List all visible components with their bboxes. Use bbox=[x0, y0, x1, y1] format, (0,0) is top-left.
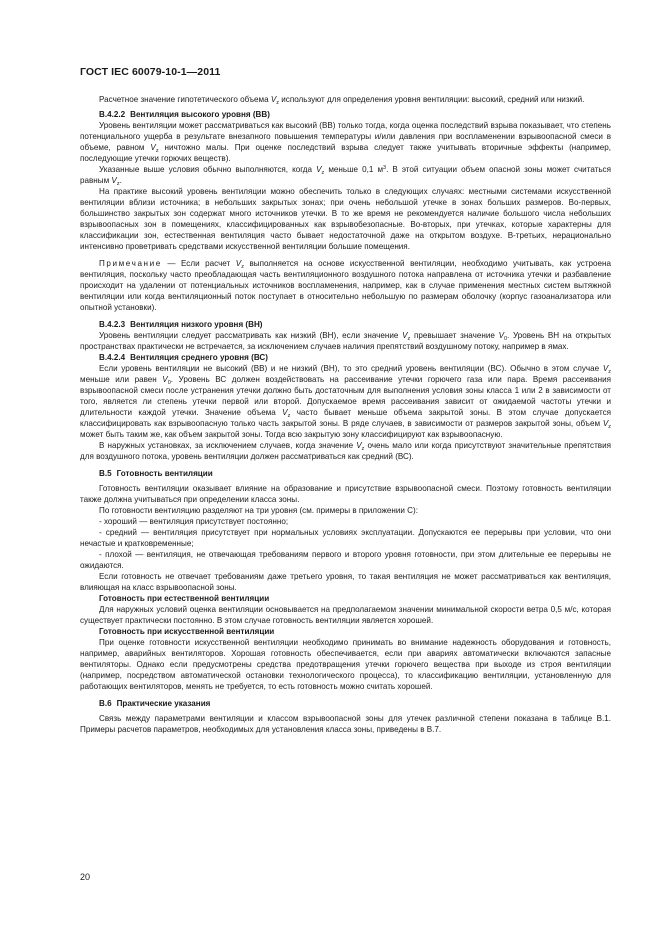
section-heading-b423: В.4.2.3 Вентиляция низкого уровня (ВН) bbox=[99, 320, 263, 329]
section-heading-b424: В.4.2.4 Вентиляция среднего уровня (ВС) bbox=[99, 353, 268, 362]
list-item-poor: - плохой — вентиляция, не отвечающая требованиям первого и второго уровня готовности, при этом длительные ее перерывы не ожидаются. bbox=[80, 550, 611, 570]
paragraph-medium-ventilation: Если уровень вентиляции не высокий (ВВ) и не низкий (ВН), то это средний уровень вентиляции (ВС). Обычно в этом случае $V_z$ меньше или равен $V_0$. Уровень ВС должен воздействовать на рассеивание утечки горючего газа или пара. Время рассеивания взрывоопасной смеси после устранения утечки должно быть достаточным для выполнения условия зоны класса 1 или 2 в зависимости от того, является ли степень утечки первой или второй. Допускаемое время рассеивания зависит от ожидаемой частоты утечки и длительности каждой утечки. Значение объема $V_z$ часто бывает меньше объема закрытой зоны. В этом случае допускается классифицировать как взрывоопасную только часть закрытой зоны. В ряде случаев, в зависимости от размеров закрытой зоны, объем $V_z$ может быть таким же, как объем закрытой зоны. Тогда всю закрытую зону классифицируют как взрывоопасную. bbox=[80, 364, 611, 439]
paragraph-artificial: При оценке готовности искусственной вентиляции необходимо принимать во внимание надежность оборудования и готовность, например, аварийных вентиляторов. Хорошая готовность обеспечивается, если при авариях автоматически включаются запасные вентиляторы. Однако если предусмотрены средства предотвращения утечки горючего вещества при выходе из строя вентиляции (например, посредством автоматической остановки технологического процесса), то классификацию вентиляции, установленную для работающих вентиляторов, менять не требуется, то есть готовность можно считать хорошей. bbox=[80, 638, 611, 691]
paragraph-availability: Готовность вентиляции оказывает влияние на образование и присутствие взрывоопасной смеси. Поэтому готовность вентиляции также должна учитываться при определении класса зоны. bbox=[80, 484, 611, 504]
paragraph-low-ventilation: Уровень вентиляции следует рассматривать как низкий (ВН), если значение $V_z$ превышает значение $V_0$. Уровень ВН на открытых пространствах практически не встречается, за исключением случаев наличия препятствий воздушному потоку, например в ямах. bbox=[80, 331, 611, 351]
list-item-good: - хороший — вентиляция присутствует постоянно; bbox=[99, 517, 289, 526]
section-heading-b422: В.4.2.2 Вентиляция высокого уровня (ВВ) bbox=[99, 110, 270, 119]
paragraph-high-ventilation: Уровень вентиляции может рассматриваться как высокий (ВВ) только тогда, когда оценка последствий взрыва показывает, что степень потенциального ущерба в результате внезапного повышения температуры и/или давления при воспламенении взрывоопасной смеси в объеме, равном $V_z$ ничтожно малы. При оценке последствий взрыва следует также учитывать вторичные эффекты (например, последующие утечки горючих веществ). bbox=[80, 121, 611, 163]
page-number: 20 bbox=[80, 872, 91, 882]
paragraph-practical: Связь между параметрами вентиляции и классом взрывоопасной зоны для утечек различной степени показана в таблице В.1. Примеры расчетов параметров, необходимых для установления класса зоны, приведены в В.7. bbox=[80, 714, 611, 734]
section-heading-b6: В.6 Практические указания bbox=[99, 699, 211, 708]
standard-header: ГОСТ IEC 60079-10-1—2011 bbox=[80, 66, 221, 78]
paragraph-levels-intro: По готовности вентиляцию разделяют на три уровня (см. примеры в приложении С): bbox=[99, 506, 418, 515]
paragraph-conditions: Указанные выше условия обычно выполняются, когда $V_z$ меньше 0,1 $м^3$. В этой ситуации объем опасной зоны может считаться равным $V_z$. bbox=[80, 165, 611, 187]
paragraph-natural: Для наружных условий оценка вентиляции основывается на предполагаемом значении минимальной скорости ветра 0,5 м/с, которая существует практически постоянно. В этом случае готовность вентиляции является хорошей. bbox=[80, 605, 611, 625]
paragraph-outdoor: В наружных установках, за исключением случаев, когда значение $V_z$ очень мало или когда присутствуют значительные препятствия для воздушного потока, уровень вентиляции должен рассматриваться как средний (ВС). bbox=[80, 441, 611, 461]
paragraph-vz-purpose: Расчетное значение гипотетического объема $V_z$ используют для определения уровня вентиляции: высокий, средний или низкий. bbox=[99, 95, 585, 106]
paragraph-practice: На практике высокий уровень вентиляции можно обеспечить только в следующих случаях: местными системами искусственной вентиляции вблизи источника; в небольших закрытых зонах; при очень небольшой утечке в зонах больших размеров. Во-первых, большинство закрытых зон содержат много источников утечки. В то же время не рекомендуется наличие большого числа небольших взрывоопасных зон в помещениях, классифицированных как взрывобезопасные. Во-вторых, при утечках, которые характерны для классификации зон, естественная вентиляция часто бывает недостаточной даже на открытом воздухе. В-третьих, нерационально интенсивно проветривать средствами искусственной вентиляции большие помещения. bbox=[80, 187, 611, 251]
subheading-natural: Готовность при естественной вентиляции bbox=[99, 594, 270, 603]
document-body bbox=[80, 94, 611, 735]
note-label: Примечание bbox=[99, 259, 162, 268]
subheading-artificial: Готовность при искусственной вентиляции bbox=[99, 627, 275, 636]
section-heading-b5: В.5 Готовность вентиляции bbox=[99, 469, 213, 478]
list-item-medium: - средний — вентиляция присутствует при нормальных условиях эксплуатации. Допускаются ее перерывы при условии, что они нечастые и кратковременные; bbox=[80, 528, 611, 548]
paragraph-not-ventilation: Если готовность не отвечает требованиям даже третьего уровня, то такая вентиляция не может рассматриваться как вентиляция, влияющая на класс взрывоопасной зоны. bbox=[80, 572, 611, 592]
note-paragraph: Примечание — Если расчет $V_z$ выполняется на основе искусственной вентиляции, необходимо учитывать, как устроена вентиляция, поскольку часто преобладающая часть вентиляционного воздушного потока направлена от источника утечки и разбавление происходит на удалении от потенциальных источников воспламенения, например, как в случае применения местных систем вытяжной вентиляции или когда вентиляционный поток поступает в относительно небольшую по размерам оболочку (корпус газоанализатора или опытной установки). bbox=[80, 259, 611, 312]
